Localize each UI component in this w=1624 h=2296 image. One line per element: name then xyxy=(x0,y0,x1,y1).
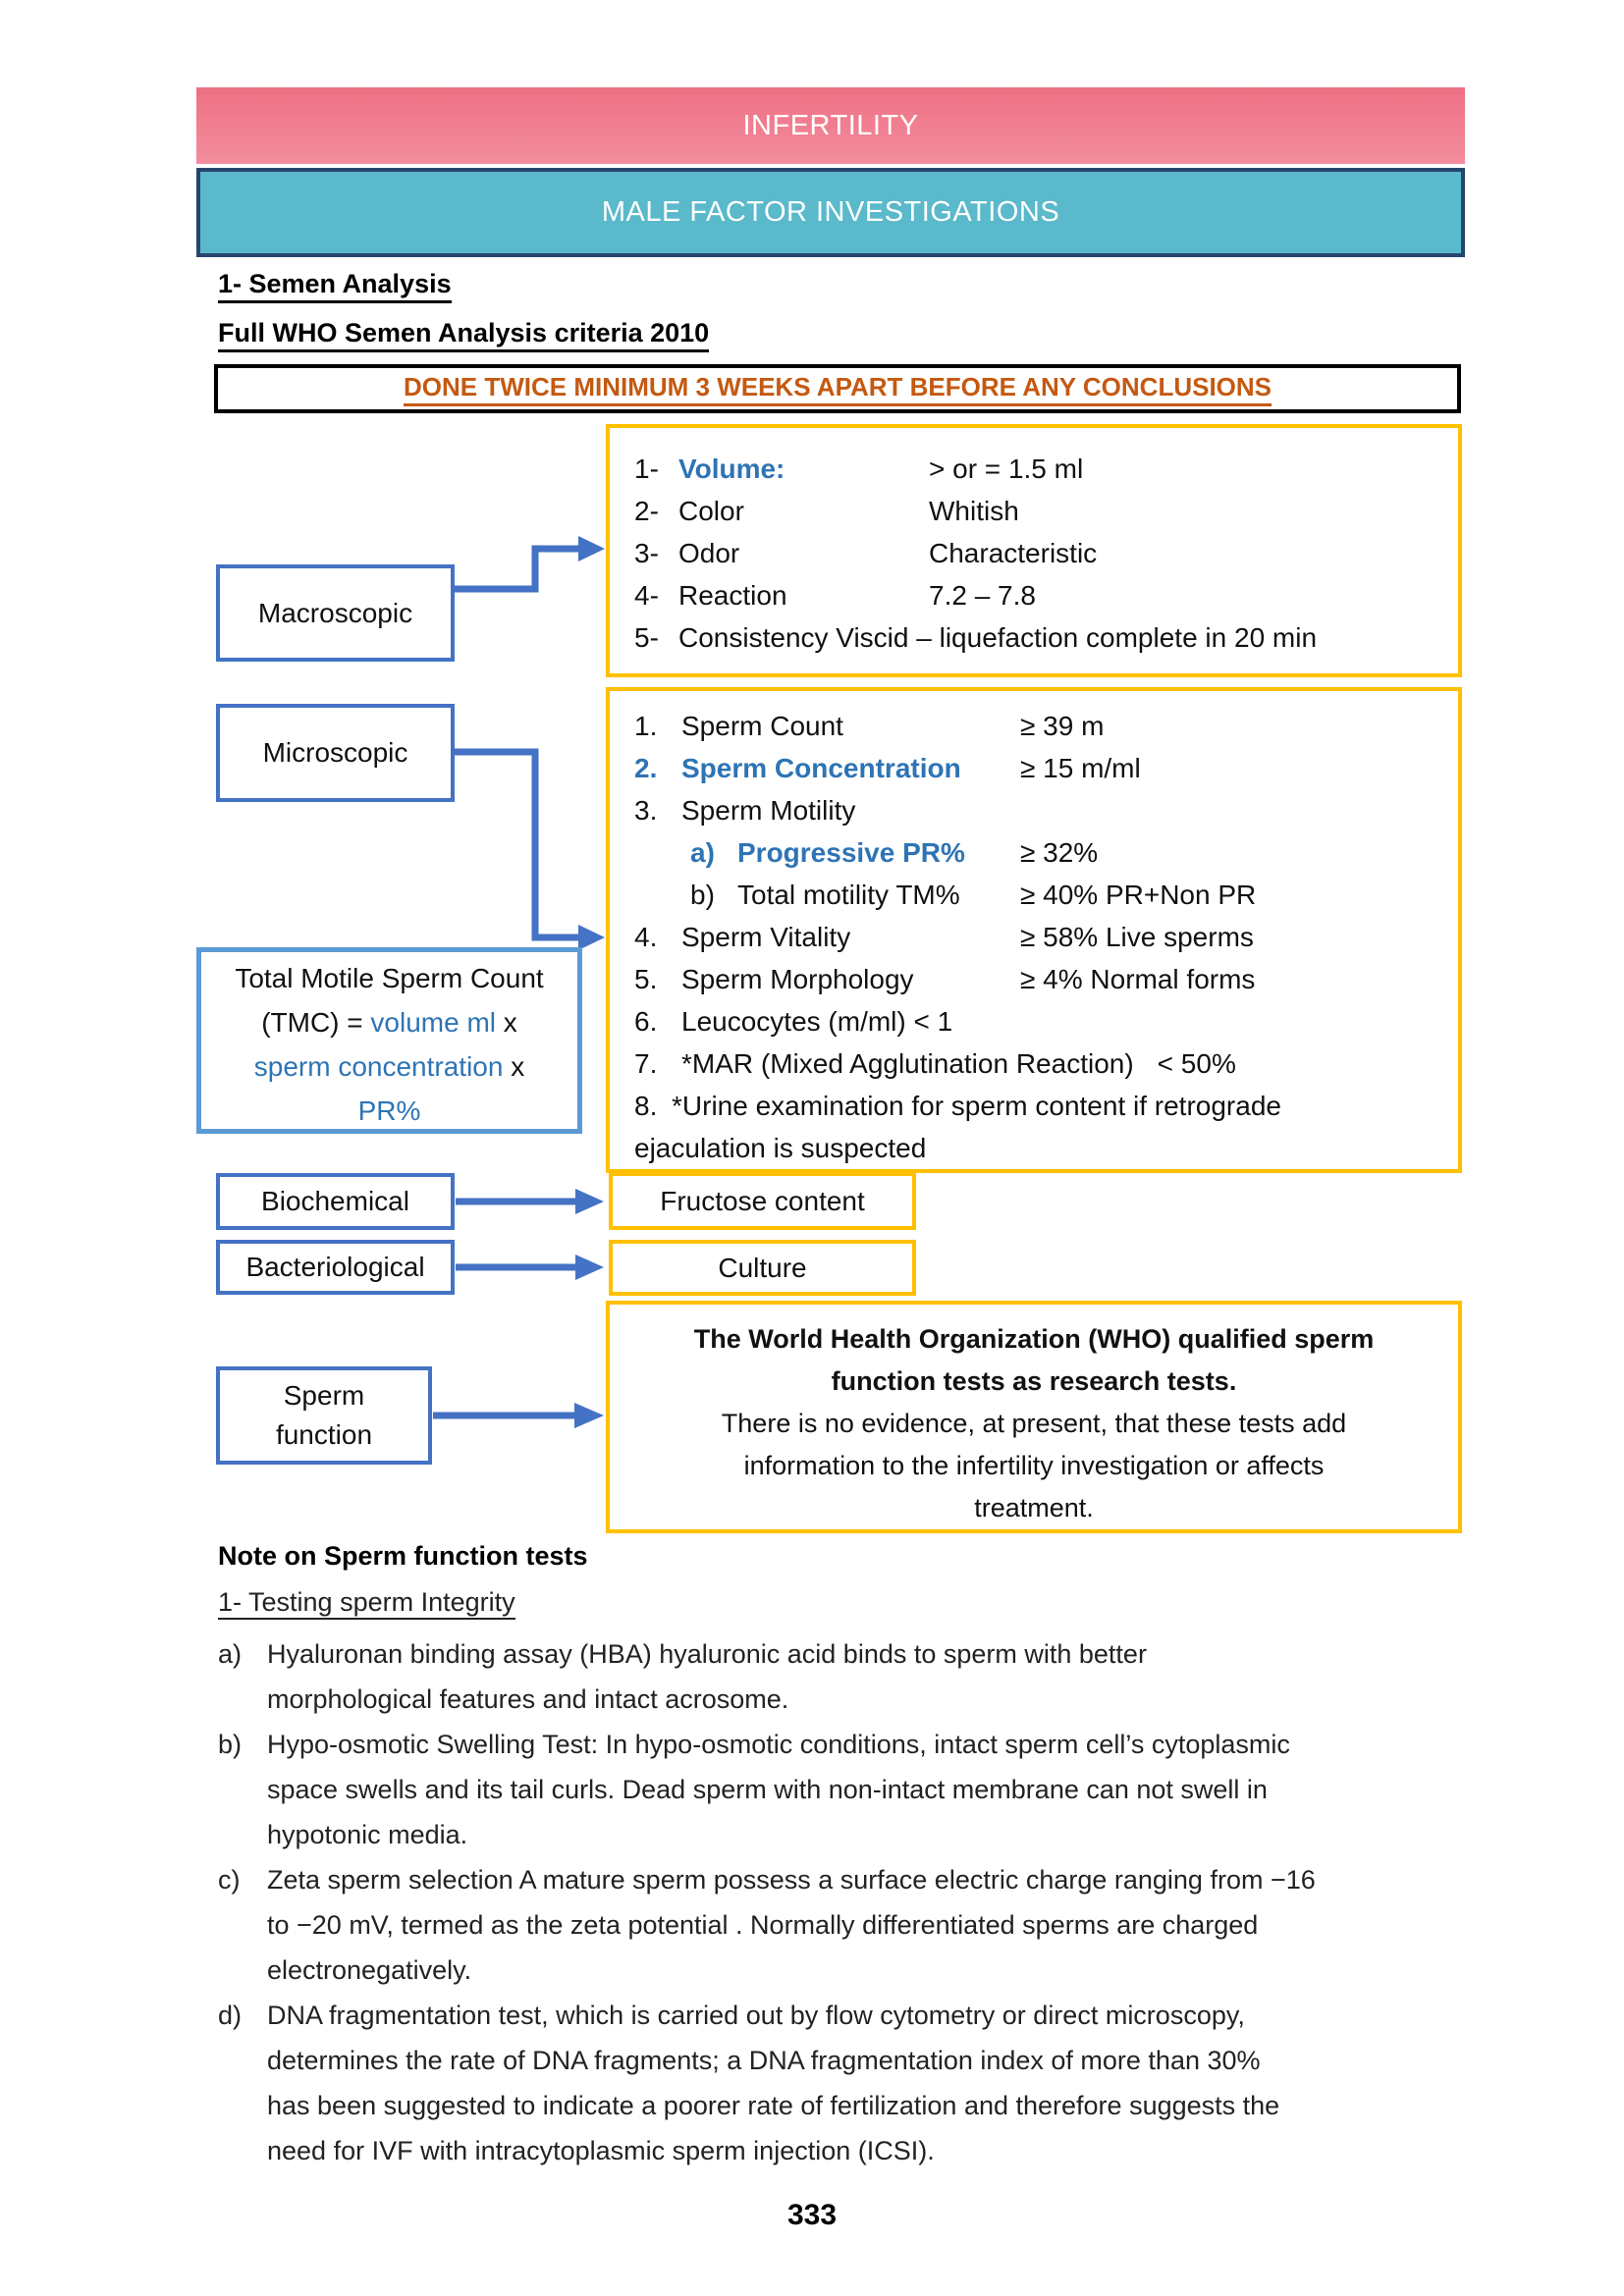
biochemical-box xyxy=(216,1173,455,1230)
page-number: 333 xyxy=(786,2199,838,2231)
row-number: 5- xyxy=(634,622,659,653)
microscopic-row xyxy=(634,1042,1450,1085)
who-statement-line1: There is no evidence, at present, that these tests add xyxy=(721,1409,1347,1438)
sperm-function-arrow xyxy=(433,1401,606,1430)
note-line: need for IVF with intracytoplasmic sperm injection (ICSI). xyxy=(267,2136,935,2165)
row-value: ≥ 58% Live sperms xyxy=(1020,922,1254,952)
tmc-line2-x: x xyxy=(496,1007,517,1038)
row-value: ≥ 32% xyxy=(1020,837,1099,868)
row-label: Odor xyxy=(678,538,740,568)
macroscopic-row xyxy=(634,490,1450,532)
infertility-banner-title: INFERTILITY xyxy=(742,109,919,141)
macroscopic-arrow xyxy=(453,535,606,604)
row-label: Sperm Concentration xyxy=(681,753,961,783)
note-line: hypotonic media. xyxy=(267,1820,468,1849)
who-statement-line3: treatment. xyxy=(974,1493,1094,1522)
row-label: Sperm Morphology xyxy=(681,964,914,994)
bacteriological-arrow xyxy=(456,1253,606,1282)
note-letter: c) xyxy=(218,1865,241,1895)
note-text xyxy=(267,1722,1290,1857)
notes-subtitle-wrap xyxy=(218,1587,515,1618)
note-line: Hyaluronan binding assay (HBA) hyaluronic acid binds to sperm with better xyxy=(267,1639,1147,1669)
tmc-line4: PR% xyxy=(357,1095,421,1126)
sperm-function-label-line2: function xyxy=(275,1419,373,1450)
note-letter: a) xyxy=(218,1639,243,1669)
fructose-content-box xyxy=(609,1172,916,1230)
macroscopic-row xyxy=(634,616,1450,659)
microscopic-row xyxy=(634,747,1450,789)
sperm-function-box xyxy=(216,1366,432,1465)
row-value: ≥ 40% PR+Non PR xyxy=(1020,880,1257,910)
note-line: Zeta sperm selection A mature sperm possess a surface electric charge ranging from −16 xyxy=(267,1865,1316,1895)
microscopic-label: Microscopic xyxy=(262,737,408,768)
note-line: Hypo-osmotic Swelling Test: In hypo-osmotic conditions, intact sperm cell’s cytoplasmic xyxy=(267,1730,1290,1759)
row-number: 4. xyxy=(634,922,658,952)
who-statement-box xyxy=(606,1301,1462,1533)
note-line: determines the rate of DNA fragments; a DNA fragmentation index of more than 30% xyxy=(267,2046,1261,2075)
biochemical-label: Biochemical xyxy=(261,1186,409,1216)
note-item-b xyxy=(218,1722,1494,1857)
microscopic-row xyxy=(634,916,1450,958)
row-number: 1- xyxy=(634,454,659,484)
row-value: ≥ 15 m/ml xyxy=(1020,753,1141,783)
note-line: has been suggested to indicate a poorer rate of fertilization and therefore suggests the xyxy=(267,2091,1280,2120)
male-factor-banner xyxy=(196,168,1465,257)
row-number: 3. xyxy=(634,795,658,826)
row-value: ≥ 39 m xyxy=(1020,711,1105,741)
macroscopic-row xyxy=(634,448,1450,490)
row-label: Total motility TM% xyxy=(737,880,960,910)
microscopic-subrow xyxy=(634,831,1450,874)
criteria-heading xyxy=(218,318,709,348)
culture-label: Culture xyxy=(718,1252,807,1283)
row-number: 2- xyxy=(634,496,659,526)
bacteriological-label: Bacteriological xyxy=(245,1252,425,1282)
note-line: morphological features and intact acrosome. xyxy=(267,1684,789,1714)
row-label: Progressive PR% xyxy=(737,837,965,868)
row-number: 3- xyxy=(634,538,659,568)
microscopic-row xyxy=(634,958,1450,1000)
male-factor-banner-title: MALE FACTOR INVESTIGATIONS xyxy=(601,196,1060,228)
note-text xyxy=(267,1631,1147,1722)
criteria-heading-text: Full WHO Semen Analysis criteria 2010 xyxy=(218,318,709,352)
row-label: Consistency Viscid – liquefaction complete in 20 min xyxy=(678,622,1318,653)
note-line: space swells and its tail curls. Dead sperm with non-intact membrane can not swell in xyxy=(267,1775,1268,1804)
row-number: b) xyxy=(690,880,715,910)
note-letter: d) xyxy=(218,2001,243,2030)
row-value: > or = 1.5 ml xyxy=(929,454,1084,484)
note-text xyxy=(267,1993,1279,2173)
section-heading xyxy=(218,269,452,299)
note-item-c xyxy=(218,1857,1494,1993)
row-label: Sperm Vitality xyxy=(681,922,851,952)
row-number: 6. xyxy=(634,1006,658,1037)
tmc-line2 xyxy=(201,1000,577,1044)
warning-text: DONE TWICE MINIMUM 3 WEEKS APART BEFORE ANY CONCLUSIONS xyxy=(404,372,1272,406)
microscopic-row xyxy=(634,1085,1450,1169)
row-label: Volume: xyxy=(678,454,785,484)
row-number: 1. xyxy=(634,711,658,741)
microscopic-subrow xyxy=(634,874,1450,916)
section-heading-text: 1- Semen Analysis xyxy=(218,269,452,303)
macroscopic-row xyxy=(634,532,1450,574)
microscopic-arrow xyxy=(453,741,606,952)
note-line: DNA fragmentation test, which is carried out by flow cytometry or direct microscopy, xyxy=(267,2001,1245,2030)
tmc-line3 xyxy=(201,1044,577,1089)
infertility-banner xyxy=(196,87,1465,164)
row-label: Leucocytes (m/ml) < 1 xyxy=(681,1006,953,1037)
tmc-line2-black: (TMC) = xyxy=(261,1007,371,1038)
row-label: Color xyxy=(678,496,744,526)
sperm-function-label xyxy=(276,1376,372,1455)
tmc-line2-blue: volume ml xyxy=(370,1007,497,1038)
macroscopic-row xyxy=(634,574,1450,616)
who-statement-bold-line1: The World Health Organization (WHO) qualified sperm xyxy=(693,1324,1375,1354)
note-line: electronegatively. xyxy=(267,1955,472,1985)
row-number: 2. xyxy=(634,753,658,783)
microscopic-row xyxy=(634,705,1450,747)
note-item-d xyxy=(218,1993,1494,2173)
row-number: a) xyxy=(690,837,715,868)
row-number: 5. xyxy=(634,964,658,994)
microscopic-results-box xyxy=(606,687,1462,1173)
row-value: ≥ 4% Normal forms xyxy=(1020,964,1256,994)
row-value: < 50% xyxy=(1157,1048,1236,1079)
macroscopic-label: Macroscopic xyxy=(257,597,413,628)
notes-list xyxy=(218,1631,1494,2173)
notes-subtitle: 1- Testing sperm Integrity xyxy=(218,1587,515,1620)
microscopic-row xyxy=(634,1000,1450,1042)
note-letter: b) xyxy=(218,1730,243,1759)
microscopic-row xyxy=(634,789,1450,831)
notes-title: Note on Sperm function tests xyxy=(218,1541,588,1571)
row-number: 4- xyxy=(634,580,659,611)
note-line: to −20 mV, termed as the zeta potential . Normally differentiated sperms are charged xyxy=(267,1910,1259,1940)
tmc-line3-blue: sperm concentration xyxy=(253,1051,504,1082)
macroscopic-results-box xyxy=(606,424,1462,677)
tmc-line3-x: x xyxy=(503,1051,525,1082)
row-label: *MAR (Mixed Agglutination Reaction) xyxy=(681,1048,1134,1079)
note-item-a xyxy=(218,1631,1494,1722)
tmc-formula-box xyxy=(196,947,582,1134)
bacteriological-box xyxy=(216,1240,455,1295)
row-number: 7. xyxy=(634,1048,658,1079)
tmc-line1: Total Motile Sperm Count xyxy=(235,963,544,993)
row-label: Reaction xyxy=(678,580,787,611)
row-label-line1: *Urine examination for sperm content if retrograde xyxy=(672,1091,1281,1121)
microscopic-box xyxy=(216,704,455,802)
sperm-function-label-line1: Sperm xyxy=(283,1380,365,1411)
who-statement-bold-line2: function tests as research tests. xyxy=(831,1366,1237,1396)
row-label: Sperm Count xyxy=(681,711,843,741)
row-label-line2: ejaculation is suspected xyxy=(634,1133,927,1163)
row-value: 7.2 – 7.8 xyxy=(929,580,1036,611)
row-number: 8. xyxy=(634,1091,658,1121)
culture-box xyxy=(609,1240,916,1296)
row-label: Sperm Motility xyxy=(681,795,856,826)
row-value: Whitish xyxy=(929,496,1019,526)
macroscopic-box xyxy=(216,564,455,662)
warning-box xyxy=(214,364,1461,413)
who-statement-line2: information to the infertility investigation or affects xyxy=(743,1451,1325,1480)
row-value: Characteristic xyxy=(929,538,1098,568)
fructose-content-label: Fructose content xyxy=(660,1185,865,1216)
note-text xyxy=(267,1857,1316,1993)
biochemical-arrow xyxy=(456,1187,606,1216)
